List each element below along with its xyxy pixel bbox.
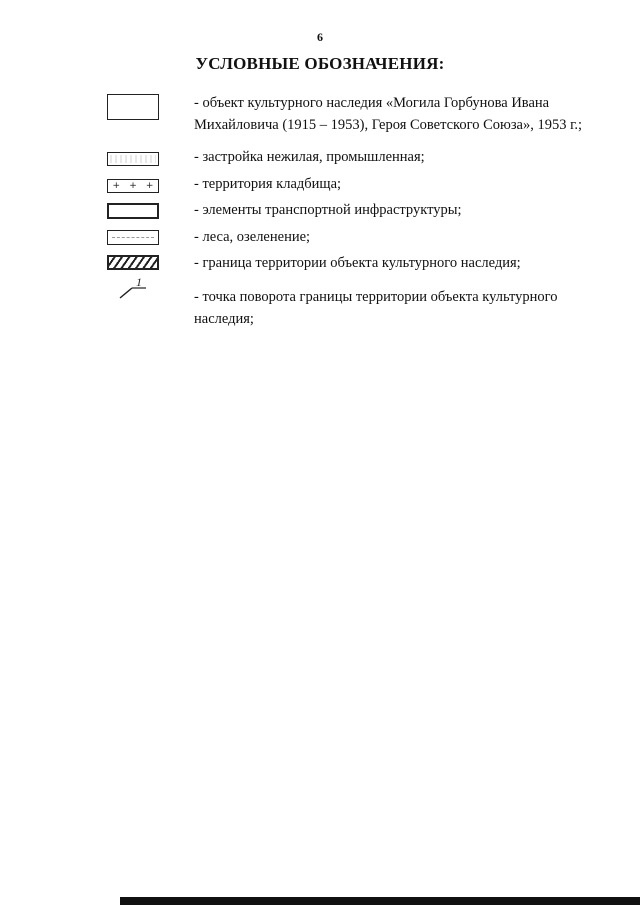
legend-item-text: - леса, озеленение; (194, 229, 311, 245)
hatched-rectangle-icon (107, 255, 159, 270)
outline-rectangle-icon (107, 203, 159, 219)
empty-rectangle-icon (107, 94, 159, 120)
scan-edge (120, 897, 640, 905)
legend-item-text: - территория кладбища; (194, 176, 342, 192)
plus-mark: + (129, 180, 137, 191)
dashed-rectangle-icon (107, 230, 159, 245)
page-number: 6 (317, 30, 323, 44)
legend-item-text: - объект культурного наследия «Могила Горбунова Ивана Михайловича (1915 – 1953), Героя Советского Союза», 1953 г.; (194, 95, 583, 133)
legend-item-text: - застройка нежилая, промышленная; (194, 149, 425, 165)
shaded-rectangle-icon (107, 152, 159, 166)
legend-item-text: - точка поворота границы территории объекта культурного наследия; (194, 289, 558, 327)
cross-rectangle-icon (107, 179, 159, 193)
turning-point-icon (112, 276, 152, 302)
plus-mark: + (145, 180, 154, 191)
legend-item-text: - элементы транспортной инфраструктуры; (194, 202, 462, 218)
legend-item-text: - граница территории объекта культурного наследия; (194, 255, 521, 271)
plus-mark: + (112, 180, 121, 191)
turning-point-label: 1 (136, 276, 142, 289)
legend-title: УСЛОВНЫЕ ОБОЗНАЧЕНИЯ: (195, 54, 445, 73)
